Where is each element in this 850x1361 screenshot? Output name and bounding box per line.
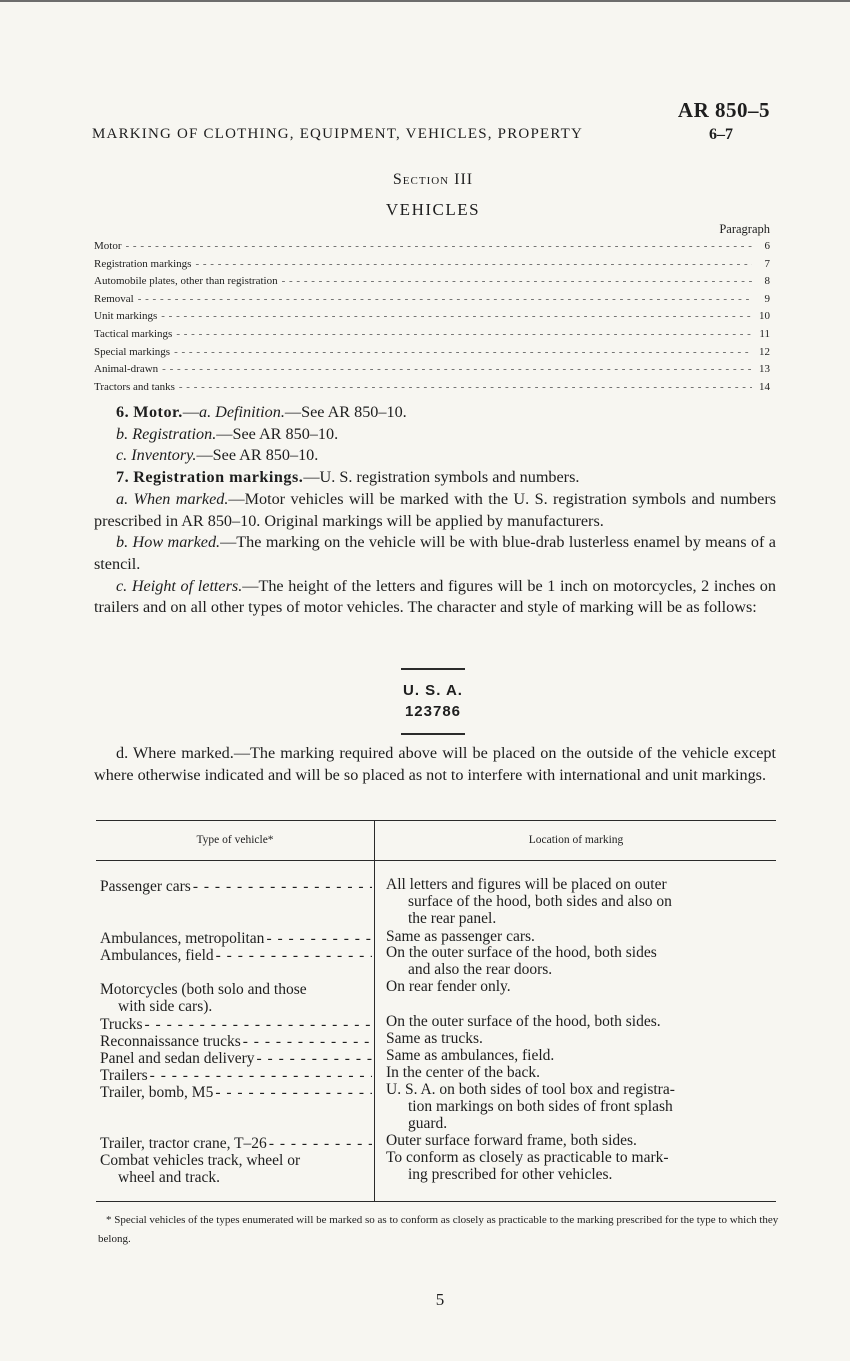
vehicle-ambulances-field: Ambulances, field - - - [100, 947, 372, 964]
stencil-rule-bottom [401, 733, 465, 735]
table-top-rule [96, 820, 776, 821]
table-footnote: * Special vehicles of the types enumerated will be marked so as to conform as closely as practicable to the marking prescribed for the type to which they belong. [98, 1214, 779, 1245]
paragraph-7: 7. Registration markings.—U. S. registration symbols and numbers. [116, 468, 580, 487]
vehicle-passenger-cars: Passenger cars - - - [100, 878, 372, 895]
table-bottom-rule [96, 1201, 776, 1202]
stencil-sample-line2: 123786 [404, 703, 462, 720]
section-title: VEHICLES [385, 200, 481, 219]
toc-entry-animal-drawn: Animal-drawn - - - 13 [94, 363, 770, 381]
location-panel-sedan-delivery: Same as ambulances, field. [386, 1047, 555, 1064]
location-trucks: On the outer surface of the hood, both sides. [386, 1013, 661, 1030]
vehicle-trailers: Trailers - - - [100, 1067, 372, 1084]
paragraph-6c: c. Inventory.—See AR 850–10. [116, 446, 319, 465]
toc-column-header: Paragraph [719, 222, 770, 236]
vehicle-ambulances-metropolitan: Ambulances, metropolitan - - - [100, 930, 372, 947]
document-number: AR 850–5 [677, 98, 770, 122]
toc-entry-motor: Motor - - - 6 [94, 240, 770, 258]
toc-entry-unit-markings: Unit markings - - - 10 [94, 310, 770, 328]
paragraph-7c: c. Height of letters.—The height of the letters and figures will be 1 inch on motorcycles, 2 inches on trailers and on all other types of motor vehicles. The character and style of marking will be as follows: [94, 576, 776, 617]
vehicle-panel-sedan-delivery: Panel and sedan delivery - - - [100, 1050, 372, 1067]
paragraph-7d: d. Where marked.—The marking required above will be placed on the outside of the vehicle except where otherwise indicated and will be so placed as not to interfere with international and unit markings. [94, 744, 776, 784]
paragraph-7a: a. When marked.—Motor vehicles will be marked with the U. S. registration symbols and numbers prescribed in AR 850–10. Original markings will be applied by manufacturers. [94, 489, 777, 530]
location-reconnaissance-trucks: Same as trucks. [386, 1030, 483, 1047]
toc-entry-tactical-markings: Tactical markings - - - 11 [94, 328, 770, 346]
vehicle-trailer-tractor-crane: Trailer, tractor crane, T–26 - - - [100, 1135, 372, 1152]
toc-entry-tractors-tanks: Tractors and tanks - - - 14 [94, 381, 770, 399]
paragraph-6: 6. Motor.—a. Definition.—See AR 850–10. [116, 403, 407, 421]
table-of-contents [94, 240, 770, 398]
col-header-location: Location of marking [528, 834, 624, 846]
vehicle-trailer-bomb-m5: Trailer, bomb, M5 - - - [100, 1084, 372, 1101]
page-range: 6–7 [709, 126, 733, 143]
body-text [94, 402, 776, 619]
stencil-sample-line1: U. S. A. [403, 682, 463, 699]
location-motorcycles: On rear fender only. [386, 978, 511, 995]
page-number: 5 [435, 1290, 445, 1309]
running-title: MARKING OF CLOTHING, EQUIPMENT, VEHICLES, PROPERTY [92, 126, 584, 142]
section-roman: III [454, 171, 474, 188]
vehicle-trucks: Trucks - - - [100, 1016, 372, 1033]
top-border-line [0, 0, 850, 2]
location-combat-vehicles: To conform as closely as practicable to mark- ing prescribed for other vehicles. [386, 1149, 669, 1183]
location-trailers: In the center of the back. [386, 1064, 541, 1081]
toc-entry-automobile-plates: Automobile plates, other than registration - - - 8 [94, 275, 770, 293]
toc-entry-registration: Registration markings - - - 7 [94, 258, 770, 276]
section-number [0, 171, 850, 189]
location-ambulances-field: On the outer surface of the hood, both sides and also the rear doors. [386, 944, 657, 978]
location-trailer-bomb-m5: U. S. A. on both sides of tool box and registra- tion markings on both sides of front splash guard. [386, 1081, 675, 1132]
vehicle-reconnaissance-trucks: Reconnaissance trucks - - - [100, 1033, 372, 1050]
section-prefix: Section [392, 171, 450, 188]
vehicle-motorcycles: Motorcycles (both solo and those with side cars). [100, 981, 307, 1015]
col-header-type: Type of vehicle* [196, 834, 274, 846]
stencil-rule-top [401, 668, 465, 670]
toc-entry-removal: Removal - - - 9 [94, 293, 770, 311]
paragraph-7b: b. How marked.—The marking on the vehicle will be with blue-drab lusterless enamel by means of a stencil. [94, 533, 776, 573]
table-header-rule [96, 860, 776, 861]
table-column-divider [374, 820, 375, 1201]
location-ambulances-metropolitan: Same as passenger cars. [386, 928, 535, 945]
toc-entry-special-markings: Special markings - - - 12 [94, 346, 770, 364]
vehicle-combat-vehicles: Combat vehicles track, wheel or wheel and track. [100, 1152, 301, 1186]
location-trailer-tractor-crane: Outer surface forward frame, both sides. [386, 1132, 637, 1149]
paragraph-6b: b. Registration.—See AR 850–10. [116, 424, 339, 443]
location-passenger-cars: All letters and figures will be placed on outer surface of the hood, both sides and also on the rear panel. [386, 876, 672, 927]
